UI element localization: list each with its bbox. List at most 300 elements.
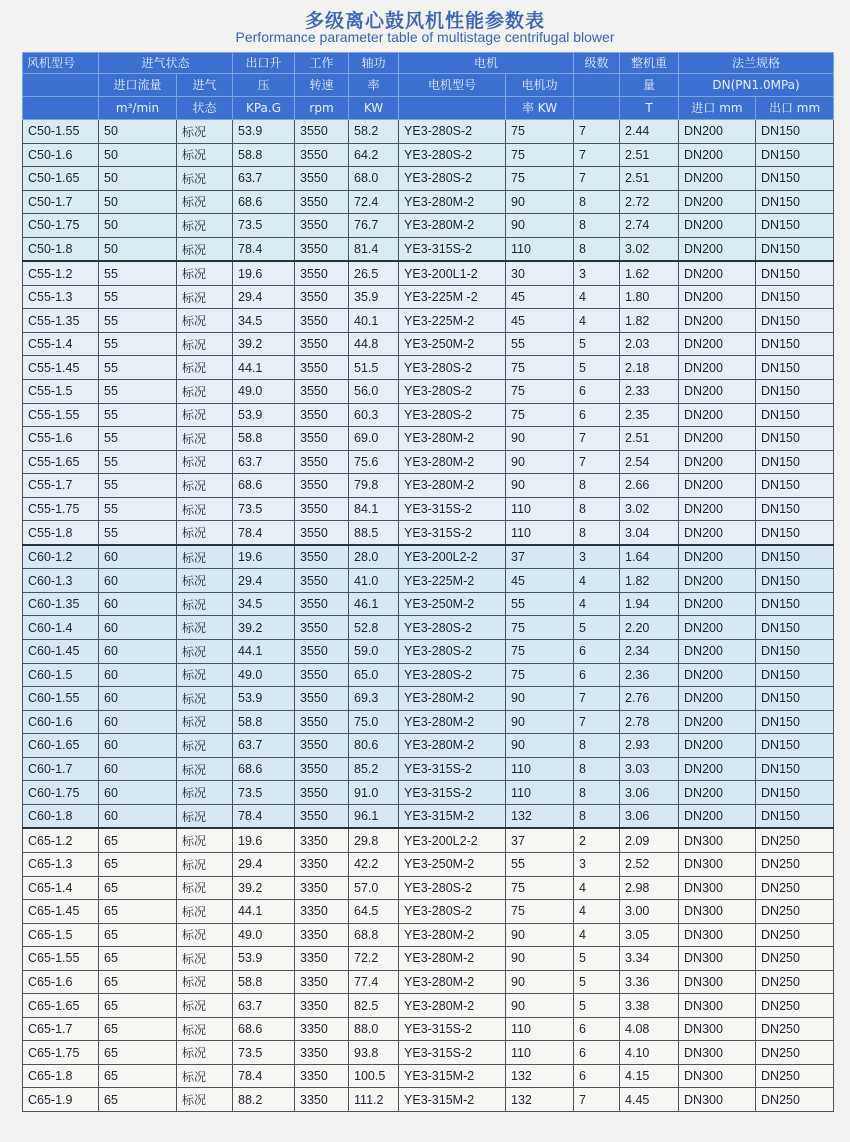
cell-inlet-dn: DN200	[679, 214, 756, 238]
cell-intake-flow: 50	[99, 143, 177, 167]
cell-shaft-power: 72.2	[349, 947, 399, 971]
cell-model: C50-1.6	[23, 143, 99, 167]
cell-shaft-power: 42.2	[349, 852, 399, 876]
cell-outlet-dn: DN150	[756, 781, 834, 805]
cell-motor-model: YE3-280S-2	[399, 167, 506, 191]
cell-speed: 3550	[295, 497, 349, 521]
cell-inlet-dn: DN200	[679, 710, 756, 734]
cell-model: C60-1.55	[23, 687, 99, 711]
table-row	[23, 214, 834, 238]
cell-stages: 8	[574, 190, 620, 214]
cell-speed: 3550	[295, 734, 349, 758]
cell-speed: 3550	[295, 757, 349, 781]
cell-motor-model: YE3-315S-2	[399, 497, 506, 521]
cell-intake-state: 标况	[177, 852, 233, 876]
cell-intake-flow: 65	[99, 947, 177, 971]
cell-model: C50-1.7	[23, 190, 99, 214]
cell-motor-power: 90	[506, 687, 574, 711]
header-stages-blank-2	[574, 97, 620, 120]
cell-intake-flow: 50	[99, 167, 177, 191]
cell-intake-flow: 60	[99, 616, 177, 640]
cell-weight: 3.04	[620, 521, 679, 545]
cell-shaft-power: 58.2	[349, 120, 399, 144]
cell-stages: 5	[574, 332, 620, 356]
cell-stages: 3	[574, 545, 620, 569]
cell-shaft-power: 28.0	[349, 545, 399, 569]
cell-stages: 4	[574, 876, 620, 900]
cell-outlet-dn: DN250	[756, 947, 834, 971]
cell-inlet-dn: DN300	[679, 852, 756, 876]
cell-model: C65-1.75	[23, 1041, 99, 1065]
cell-outlet-pressure: 49.0	[233, 663, 295, 687]
cell-intake-state: 标况	[177, 403, 233, 427]
header-shaft-1: 轴功	[349, 53, 399, 74]
cell-shaft-power: 85.2	[349, 757, 399, 781]
header-model-blank-2	[23, 97, 99, 120]
cell-motor-power: 37	[506, 828, 574, 852]
cell-intake-flow: 50	[99, 120, 177, 144]
table-row	[23, 663, 834, 687]
cell-shaft-power: 75.0	[349, 710, 399, 734]
cell-outlet-pressure: 29.4	[233, 569, 295, 593]
cell-intake-flow: 60	[99, 545, 177, 569]
cell-shaft-power: 59.0	[349, 640, 399, 664]
table-row	[23, 237, 834, 261]
cell-speed: 3550	[295, 592, 349, 616]
cell-outlet-dn: DN150	[756, 356, 834, 380]
cell-motor-model: YE3-280S-2	[399, 663, 506, 687]
cell-motor-power: 45	[506, 569, 574, 593]
cell-inlet-dn: DN300	[679, 1064, 756, 1088]
cell-shaft-power: 76.7	[349, 214, 399, 238]
cell-intake-state: 标况	[177, 261, 233, 285]
cell-outlet-pressure: 58.8	[233, 143, 295, 167]
cell-outlet-dn: DN250	[756, 828, 834, 852]
cell-inlet-dn: DN300	[679, 828, 756, 852]
cell-model: C55-1.45	[23, 356, 99, 380]
cell-outlet-pressure: 78.4	[233, 237, 295, 261]
cell-motor-power: 90	[506, 947, 574, 971]
cell-intake-flow: 55	[99, 356, 177, 380]
cell-outlet-dn: DN150	[756, 214, 834, 238]
cell-stages: 6	[574, 663, 620, 687]
cell-inlet-dn: DN300	[679, 900, 756, 924]
cell-shaft-power: 68.8	[349, 923, 399, 947]
cell-stages: 8	[574, 497, 620, 521]
header-intake-state-2: 状态	[177, 97, 233, 120]
cell-model: C65-1.8	[23, 1064, 99, 1088]
cell-shaft-power: 52.8	[349, 616, 399, 640]
cell-stages: 6	[574, 640, 620, 664]
cell-motor-power: 132	[506, 1088, 574, 1112]
cell-model: C60-1.2	[23, 545, 99, 569]
cell-intake-state: 标况	[177, 687, 233, 711]
cell-model: C50-1.8	[23, 237, 99, 261]
cell-outlet-pressure: 68.6	[233, 1017, 295, 1041]
cell-inlet-dn: DN200	[679, 190, 756, 214]
cell-stages: 8	[574, 781, 620, 805]
cell-intake-flow: 50	[99, 190, 177, 214]
table-row	[23, 497, 834, 521]
cell-speed: 3550	[295, 616, 349, 640]
cell-motor-model: YE3-315S-2	[399, 781, 506, 805]
cell-weight: 2.78	[620, 710, 679, 734]
cell-speed: 3550	[295, 450, 349, 474]
cell-outlet-pressure: 73.5	[233, 781, 295, 805]
cell-outlet-pressure: 39.2	[233, 616, 295, 640]
cell-intake-flow: 60	[99, 569, 177, 593]
page-subtitle: Performance parameter table of multistage centrifugal blower	[235, 29, 615, 45]
cell-motor-model: YE3-315M-2	[399, 1064, 506, 1088]
cell-motor-model: YE3-280M-2	[399, 687, 506, 711]
cell-speed: 3550	[295, 380, 349, 404]
table-row	[23, 474, 834, 498]
cell-intake-flow: 65	[99, 900, 177, 924]
cell-outlet-pressure: 19.6	[233, 828, 295, 852]
cell-inlet-dn: DN200	[679, 497, 756, 521]
cell-weight: 2.54	[620, 450, 679, 474]
cell-outlet-dn: DN150	[756, 734, 834, 758]
cell-intake-state: 标况	[177, 427, 233, 451]
cell-intake-state: 标况	[177, 804, 233, 828]
cell-model: C65-1.4	[23, 876, 99, 900]
cell-shaft-power: 41.0	[349, 569, 399, 593]
cell-outlet-dn: DN150	[756, 640, 834, 664]
cell-intake-state: 标况	[177, 190, 233, 214]
cell-outlet-dn: DN150	[756, 167, 834, 191]
table-row	[23, 569, 834, 593]
cell-inlet-dn: DN200	[679, 474, 756, 498]
cell-outlet-dn: DN150	[756, 569, 834, 593]
cell-motor-model: YE3-280S-2	[399, 380, 506, 404]
cell-weight: 2.76	[620, 687, 679, 711]
cell-outlet-dn: DN150	[756, 687, 834, 711]
cell-shaft-power: 79.8	[349, 474, 399, 498]
cell-weight: 2.51	[620, 427, 679, 451]
cell-weight: 3.06	[620, 804, 679, 828]
cell-shaft-power: 81.4	[349, 237, 399, 261]
cell-stages: 6	[574, 1041, 620, 1065]
header-shaft-unit: KW	[349, 97, 399, 120]
cell-outlet-dn: DN250	[756, 1041, 834, 1065]
cell-weight: 3.00	[620, 900, 679, 924]
cell-shaft-power: 51.5	[349, 356, 399, 380]
cell-intake-state: 标况	[177, 285, 233, 309]
cell-stages: 7	[574, 143, 620, 167]
cell-motor-power: 75	[506, 640, 574, 664]
cell-speed: 3550	[295, 309, 349, 333]
cell-intake-flow: 55	[99, 403, 177, 427]
cell-stages: 4	[574, 923, 620, 947]
header-model-blank	[23, 74, 99, 97]
cell-speed: 3550	[295, 521, 349, 545]
table-row	[23, 876, 834, 900]
cell-motor-power: 90	[506, 994, 574, 1018]
cell-shaft-power: 65.0	[349, 663, 399, 687]
cell-inlet-dn: DN200	[679, 120, 756, 144]
cell-outlet-pressure: 73.5	[233, 1041, 295, 1065]
cell-speed: 3350	[295, 876, 349, 900]
cell-intake-state: 标况	[177, 237, 233, 261]
cell-outlet-dn: DN150	[756, 380, 834, 404]
cell-model: C55-1.6	[23, 427, 99, 451]
cell-model: C65-1.45	[23, 900, 99, 924]
cell-motor-model: YE3-225M-2	[399, 309, 506, 333]
cell-intake-state: 标况	[177, 828, 233, 852]
table-row	[23, 781, 834, 805]
cell-intake-state: 标况	[177, 545, 233, 569]
cell-stages: 8	[574, 734, 620, 758]
cell-outlet-pressure: 63.7	[233, 167, 295, 191]
cell-shaft-power: 88.0	[349, 1017, 399, 1041]
cell-weight: 2.33	[620, 380, 679, 404]
cell-speed: 3550	[295, 640, 349, 664]
cell-motor-model: YE3-315S-2	[399, 1041, 506, 1065]
cell-inlet-dn: DN200	[679, 309, 756, 333]
cell-intake-state: 标况	[177, 970, 233, 994]
cell-model: C50-1.75	[23, 214, 99, 238]
header-outlet-unit: KPa.G	[233, 97, 295, 120]
cell-intake-state: 标况	[177, 947, 233, 971]
cell-motor-model: YE3-250M-2	[399, 592, 506, 616]
cell-motor-model: YE3-280M-2	[399, 947, 506, 971]
header-stages: 级数	[574, 53, 620, 74]
cell-speed: 3550	[295, 261, 349, 285]
cell-intake-state: 标况	[177, 592, 233, 616]
cell-outlet-pressure: 58.8	[233, 710, 295, 734]
cell-weight: 2.72	[620, 190, 679, 214]
cell-motor-model: YE3-280M-2	[399, 994, 506, 1018]
cell-inlet-dn: DN200	[679, 804, 756, 828]
cell-weight: 4.15	[620, 1064, 679, 1088]
table-row	[23, 1041, 834, 1065]
cell-motor-model: YE3-280S-2	[399, 900, 506, 924]
cell-motor-model: YE3-280M-2	[399, 427, 506, 451]
cell-shaft-power: 84.1	[349, 497, 399, 521]
cell-outlet-dn: DN150	[756, 616, 834, 640]
cell-intake-state: 标况	[177, 332, 233, 356]
cell-outlet-dn: DN150	[756, 521, 834, 545]
cell-stages: 6	[574, 1017, 620, 1041]
cell-outlet-dn: DN250	[756, 900, 834, 924]
table-row	[23, 1017, 834, 1041]
table-row	[23, 710, 834, 734]
table-row	[23, 261, 834, 285]
cell-intake-flow: 65	[99, 1017, 177, 1041]
cell-weight: 2.09	[620, 828, 679, 852]
cell-intake-flow: 65	[99, 1041, 177, 1065]
cell-shaft-power: 88.5	[349, 521, 399, 545]
cell-shaft-power: 68.0	[349, 167, 399, 191]
cell-shaft-power: 69.3	[349, 687, 399, 711]
header-flange-spec: DN(PN1.0MPa)	[679, 74, 834, 97]
cell-outlet-pressure: 68.6	[233, 474, 295, 498]
cell-motor-power: 90	[506, 710, 574, 734]
table-row	[23, 994, 834, 1018]
cell-stages: 7	[574, 427, 620, 451]
cell-outlet-pressure: 44.1	[233, 640, 295, 664]
header-speed-unit: rpm	[295, 97, 349, 120]
cell-motor-power: 90	[506, 214, 574, 238]
cell-motor-model: YE3-250M-2	[399, 332, 506, 356]
cell-intake-state: 标况	[177, 214, 233, 238]
cell-outlet-pressure: 63.7	[233, 994, 295, 1018]
header-motor: 电机	[399, 53, 574, 74]
table-row	[23, 640, 834, 664]
cell-motor-model: YE3-280S-2	[399, 640, 506, 664]
cell-outlet-dn: DN150	[756, 474, 834, 498]
cell-shaft-power: 26.5	[349, 261, 399, 285]
cell-weight: 2.93	[620, 734, 679, 758]
cell-motor-power: 37	[506, 545, 574, 569]
cell-weight: 3.03	[620, 757, 679, 781]
cell-outlet-pressure: 78.4	[233, 521, 295, 545]
cell-shaft-power: 91.0	[349, 781, 399, 805]
cell-intake-state: 标况	[177, 781, 233, 805]
cell-motor-model: YE3-200L2-2	[399, 828, 506, 852]
cell-model: C55-1.2	[23, 261, 99, 285]
table-row	[23, 143, 834, 167]
cell-inlet-dn: DN200	[679, 403, 756, 427]
performance-table	[22, 52, 834, 1112]
header-speed-2: 转速	[295, 74, 349, 97]
cell-inlet-dn: DN200	[679, 450, 756, 474]
cell-motor-power: 132	[506, 1064, 574, 1088]
header-motor-model-blank	[399, 97, 506, 120]
cell-outlet-pressure: 88.2	[233, 1088, 295, 1112]
cell-model: C65-1.2	[23, 828, 99, 852]
cell-model: C65-1.7	[23, 1017, 99, 1041]
cell-motor-power: 45	[506, 285, 574, 309]
cell-outlet-dn: DN250	[756, 970, 834, 994]
cell-motor-power: 90	[506, 474, 574, 498]
cell-model: C55-1.5	[23, 380, 99, 404]
cell-model: C60-1.7	[23, 757, 99, 781]
cell-weight: 2.35	[620, 403, 679, 427]
header-flange: 法兰规格	[679, 53, 834, 74]
cell-outlet-pressure: 68.6	[233, 757, 295, 781]
cell-outlet-dn: DN150	[756, 261, 834, 285]
cell-weight: 3.02	[620, 237, 679, 261]
cell-stages: 4	[574, 309, 620, 333]
cell-outlet-pressure: 53.9	[233, 403, 295, 427]
cell-inlet-dn: DN200	[679, 427, 756, 451]
cell-intake-state: 标况	[177, 663, 233, 687]
cell-model: C65-1.6	[23, 970, 99, 994]
cell-outlet-dn: DN150	[756, 757, 834, 781]
cell-speed: 3550	[295, 474, 349, 498]
cell-motor-power: 75	[506, 876, 574, 900]
cell-inlet-dn: DN200	[679, 521, 756, 545]
cell-shaft-power: 100.5	[349, 1064, 399, 1088]
cell-intake-flow: 60	[99, 734, 177, 758]
table-row	[23, 356, 834, 380]
cell-shaft-power: 69.0	[349, 427, 399, 451]
cell-speed: 3550	[295, 237, 349, 261]
cell-motor-power: 75	[506, 900, 574, 924]
header-model: 风机型号	[23, 53, 99, 74]
cell-stages: 5	[574, 356, 620, 380]
cell-stages: 8	[574, 521, 620, 545]
cell-model: C60-1.65	[23, 734, 99, 758]
cell-motor-power: 110	[506, 757, 574, 781]
header-weight-2: 量	[620, 74, 679, 97]
cell-intake-state: 标况	[177, 450, 233, 474]
cell-inlet-dn: DN200	[679, 167, 756, 191]
cell-stages: 8	[574, 214, 620, 238]
table-row	[23, 332, 834, 356]
cell-speed: 3550	[295, 403, 349, 427]
cell-motor-model: YE3-280M-2	[399, 923, 506, 947]
cell-motor-model: YE3-280S-2	[399, 876, 506, 900]
cell-model: C60-1.45	[23, 640, 99, 664]
cell-speed: 3550	[295, 663, 349, 687]
table-row	[23, 852, 834, 876]
cell-shaft-power: 46.1	[349, 592, 399, 616]
cell-outlet-dn: DN150	[756, 332, 834, 356]
cell-motor-model: YE3-315M-2	[399, 1088, 506, 1112]
table-row	[23, 427, 834, 451]
cell-weight: 3.05	[620, 923, 679, 947]
cell-weight: 1.64	[620, 545, 679, 569]
cell-stages: 8	[574, 804, 620, 828]
table-row	[23, 900, 834, 924]
cell-model: C55-1.4	[23, 332, 99, 356]
header-weight-unit: T	[620, 97, 679, 120]
cell-weight: 2.66	[620, 474, 679, 498]
cell-motor-power: 75	[506, 356, 574, 380]
cell-model: C60-1.5	[23, 663, 99, 687]
cell-speed: 3350	[295, 994, 349, 1018]
table-body	[23, 120, 834, 1112]
cell-stages: 3	[574, 852, 620, 876]
cell-intake-state: 标况	[177, 710, 233, 734]
cell-intake-state: 标况	[177, 923, 233, 947]
table-row	[23, 521, 834, 545]
cell-motor-power: 90	[506, 923, 574, 947]
cell-inlet-dn: DN300	[679, 1041, 756, 1065]
header-motor-model: 电机型号	[399, 74, 506, 97]
cell-stages: 2	[574, 828, 620, 852]
cell-speed: 3350	[295, 900, 349, 924]
cell-weight: 3.02	[620, 497, 679, 521]
cell-motor-model: YE3-280M-2	[399, 970, 506, 994]
cell-shaft-power: 93.8	[349, 1041, 399, 1065]
cell-motor-power: 75	[506, 403, 574, 427]
cell-intake-state: 标况	[177, 1041, 233, 1065]
cell-stages: 3	[574, 261, 620, 285]
cell-outlet-dn: DN150	[756, 450, 834, 474]
cell-outlet-dn: DN150	[756, 427, 834, 451]
cell-shaft-power: 64.2	[349, 143, 399, 167]
cell-intake-flow: 65	[99, 876, 177, 900]
cell-motor-model: YE3-315S-2	[399, 1017, 506, 1041]
cell-model: C60-1.4	[23, 616, 99, 640]
cell-outlet-dn: DN150	[756, 190, 834, 214]
cell-stages: 4	[574, 900, 620, 924]
cell-model: C50-1.55	[23, 120, 99, 144]
table-row	[23, 403, 834, 427]
table-row	[23, 592, 834, 616]
cell-motor-power: 55	[506, 332, 574, 356]
cell-outlet-pressure: 78.4	[233, 1064, 295, 1088]
cell-speed: 3350	[295, 1088, 349, 1112]
cell-speed: 3350	[295, 947, 349, 971]
cell-shaft-power: 96.1	[349, 804, 399, 828]
cell-intake-flow: 60	[99, 804, 177, 828]
cell-weight: 2.44	[620, 120, 679, 144]
cell-inlet-dn: DN300	[679, 1017, 756, 1041]
